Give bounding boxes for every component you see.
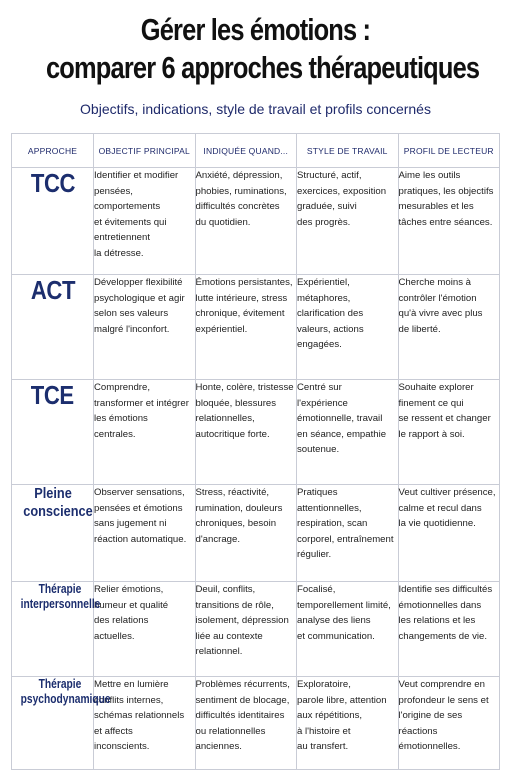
- profile-cell: [398, 485, 500, 582]
- style-cell: [297, 582, 399, 677]
- indicated-text: Honte, colère, tristesse bloquée, blessures relationnelles, autocritique forte.: [195, 382, 294, 440]
- indicated-text: Stress, réactivité, rumination, douleurs chroniques, besoin d'ancrage.: [195, 487, 283, 545]
- indicated-cell: [195, 168, 297, 275]
- profile-text: Veut cultiver présence, calme et recul dans la vie quotidienne.: [398, 487, 496, 530]
- profile-cell: [398, 380, 500, 485]
- indicated-cell: [195, 677, 297, 770]
- header-profil: PROFIL DE LECTEUR: [398, 134, 500, 168]
- page-title-line-1: Gérer les émotions :: [140, 12, 371, 47]
- style-cell: [297, 380, 399, 485]
- indicated-text: Anxiété, dépression, phobies, ruminations, difficultés concrètes du quotidien.: [195, 170, 287, 228]
- header-approche: APPROCHE: [12, 134, 94, 168]
- approach-name: ACT: [30, 275, 75, 305]
- style-text: Focalisé, temporellement limité, analyse des liens et communication.: [297, 584, 391, 642]
- approach-cell: [12, 485, 94, 582]
- objective-text: Développer flexibilité psychologique et agir selon ses valeurs malgré l'inconfort.: [94, 277, 185, 335]
- page-title-line-2: comparer 6 approches thérapeutiques: [45, 50, 480, 85]
- approach-name: Thérapie psychodynamique: [20, 677, 111, 706]
- profile-text: Veut comprendre en profondeur le sens et l'origine de ses réactions émotionnelles.: [398, 679, 489, 753]
- comparison-table: [11, 133, 500, 770]
- style-text: Structuré, actif, exercices, exposition graduée, suivi des progrès.: [297, 170, 387, 228]
- approach-cell: [12, 275, 94, 380]
- objective-text: Mettre en lumière conflits internes, schémas relationnels et affects inconscients.: [94, 679, 185, 753]
- profile-cell: [398, 275, 500, 380]
- objective-cell: [94, 485, 196, 582]
- approach-name: TCC: [30, 168, 75, 198]
- profile-text: Aime les outils pratiques, les objectifs mesurables et les tâches entre séances.: [398, 170, 494, 228]
- table-row: [12, 168, 500, 275]
- style-cell: [297, 485, 399, 582]
- objective-text: Observer sensations, pensées et émotions sans jugement ni réaction automatique.: [94, 487, 187, 545]
- profile-cell: [398, 168, 500, 275]
- indicated-cell: [195, 582, 297, 677]
- objective-cell: [94, 275, 196, 380]
- profile-text: Identifie ses difficultés émotionnelles dans les relations et les changements de vie.: [398, 584, 493, 642]
- style-text: Exploratoire, parole libre, attention aux répétitions, à l'histoire et au transfert.: [297, 679, 387, 753]
- objective-text: Relier émotions, humeur et qualité des relations actuelles.: [94, 584, 169, 642]
- header-objectif: OBJECTIF PRINCIPAL: [94, 134, 196, 168]
- approach-name: Pleine conscience: [22, 485, 93, 520]
- profile-text: Cherche moins à contrôler l'émotion qu'à vivre avec plus de liberté.: [398, 277, 483, 335]
- approach-name: TCE: [31, 380, 74, 410]
- indicated-text: Émotions persistantes, lutte intérieure, stress chronique, évitement expérientiel.: [195, 277, 293, 335]
- profile-text: Souhaite explorer finement ce qui se ressent et changer le rapport à soi.: [398, 382, 491, 440]
- table-header-row: [12, 134, 500, 168]
- objective-cell: [94, 380, 196, 485]
- table-row: [12, 485, 500, 582]
- indicated-text: Problèmes récurrents, sentiment de blocage, difficultés identitaires ou relationnelles anciennes.: [195, 679, 290, 753]
- objective-text: Identifier et modifier pensées, comportements et évitements qui entretiennent la détresse.: [94, 170, 179, 259]
- table-row: [12, 677, 500, 770]
- approach-cell: [12, 582, 101, 677]
- approach-name: Thérapie interpersonnelle: [20, 582, 101, 611]
- table-row: [12, 380, 500, 485]
- style-text: Pratiques attentionnelles, respiration, scan corporel, entraînement régulier.: [297, 487, 394, 561]
- indicated-cell: [195, 380, 297, 485]
- indicated-cell: [195, 485, 297, 582]
- approach-cell: [12, 168, 94, 275]
- indicated-text: Deuil, conflits, transitions de rôle, isolement, dépression liée au contexte relationnel.: [195, 584, 289, 658]
- style-cell: [297, 677, 399, 770]
- approach-cell: [12, 677, 111, 770]
- indicated-cell: [195, 275, 297, 380]
- style-cell: [297, 168, 399, 275]
- header-style: STYLE DE TRAVAIL: [297, 134, 399, 168]
- objective-cell: [94, 582, 196, 677]
- table-row: [12, 275, 500, 380]
- objective-cell: [94, 168, 196, 275]
- page-subtitle: Objectifs, indications, style de travail et profils concernés: [80, 101, 431, 117]
- objective-text: Comprendre, transformer et intégrer les émotions centrales.: [94, 382, 189, 440]
- style-text: Expérientiel, métaphores, clarification des valeurs, actions engagées.: [297, 277, 364, 351]
- table-row: [12, 582, 500, 677]
- profile-cell: [398, 677, 500, 770]
- approach-cell: [12, 380, 94, 485]
- style-cell: [297, 275, 399, 380]
- objective-cell: [94, 677, 196, 770]
- style-text: Centré sur l'expérience émotionnelle, travail en séance, empathie soutenue.: [297, 382, 387, 456]
- header-indiquee: INDIQUÉE QUAND...: [195, 134, 297, 168]
- profile-cell: [398, 582, 500, 677]
